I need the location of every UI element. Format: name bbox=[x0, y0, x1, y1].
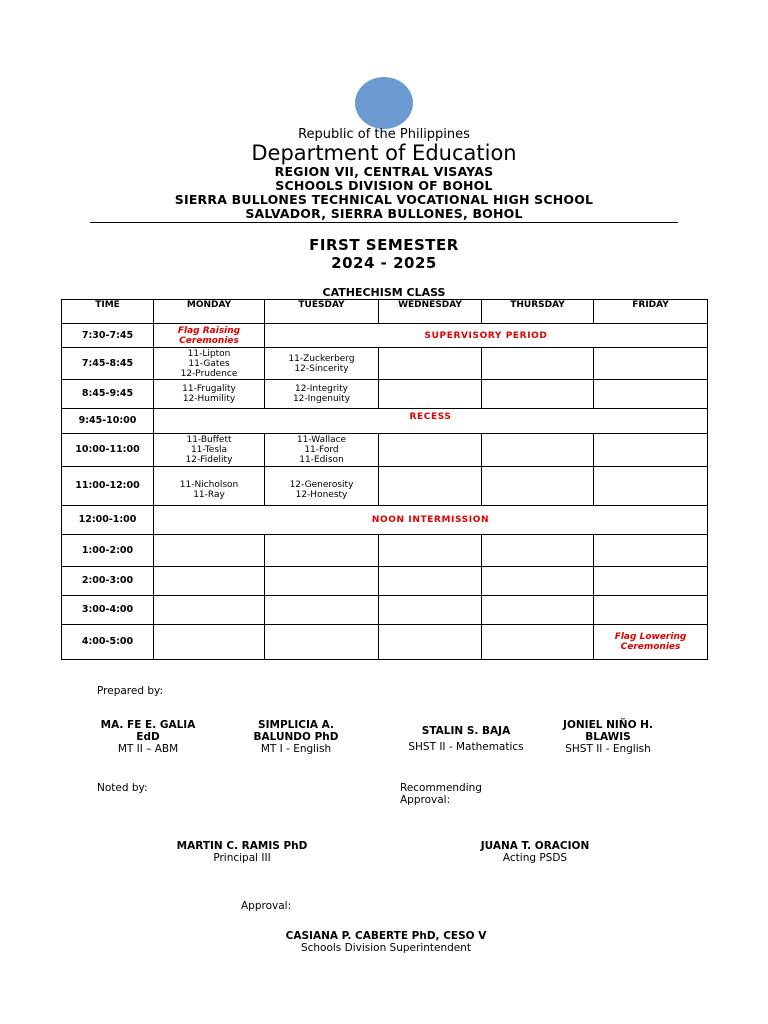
section-entry: 12-Sincerity bbox=[294, 363, 349, 374]
time-cell: 7:45-8:45 bbox=[62, 348, 154, 380]
signatory-name: MARTIN C. RAMIS PhD bbox=[176, 840, 308, 852]
signatory-oracion bbox=[455, 840, 615, 864]
table-row bbox=[62, 567, 708, 596]
wednesday-cell bbox=[379, 348, 482, 380]
section-entry: 11-Edison bbox=[299, 455, 344, 465]
wednesday-cell bbox=[379, 567, 482, 596]
time-cell: 9:45-10:00 bbox=[62, 409, 154, 434]
signatory-blawis bbox=[548, 719, 668, 755]
table-row bbox=[62, 506, 708, 535]
schedule-table bbox=[61, 299, 708, 660]
time-cell: 1:00-2:00 bbox=[62, 535, 154, 567]
table-row bbox=[62, 434, 708, 467]
header-divider bbox=[90, 222, 678, 223]
signatory-name: JUANA T. ORACION bbox=[480, 840, 590, 852]
wednesday-cell bbox=[379, 596, 482, 625]
signatory-balundo bbox=[240, 719, 352, 755]
thursday-cell bbox=[482, 380, 594, 409]
deped-seal bbox=[355, 77, 413, 129]
signatory-name: MA. FE E. GALIA bbox=[100, 719, 196, 731]
friday-cell bbox=[594, 434, 708, 467]
time-cell: 3:00-4:00 bbox=[62, 596, 154, 625]
tuesday-cell bbox=[265, 625, 379, 660]
table-row bbox=[62, 535, 708, 567]
tuesday-cell bbox=[265, 434, 379, 467]
flag-lowering-line: Flag Lowering bbox=[614, 632, 687, 642]
signatory-position: Schools Division Superintendent bbox=[300, 942, 472, 954]
prepared-by-label: Prepared by: bbox=[97, 685, 163, 697]
section-entry: 12-Generosity bbox=[289, 480, 354, 490]
time-cell: 2:00-3:00 bbox=[62, 567, 154, 596]
signatory-name: JONIEL NIÑO H. bbox=[563, 719, 653, 731]
recommending-approval-label bbox=[400, 782, 482, 806]
flag-raising-line: Ceremonies bbox=[179, 335, 239, 346]
time-cell: 8:45-9:45 bbox=[62, 380, 154, 409]
monday-cell bbox=[154, 535, 265, 567]
col-header-time: TIME bbox=[62, 300, 154, 324]
tuesday-cell bbox=[265, 535, 379, 567]
monday-cell bbox=[154, 380, 265, 409]
noted-by-label: Noted by: bbox=[97, 782, 148, 794]
section-entry: 12-Ingenuity bbox=[292, 394, 351, 404]
semester-title: FIRST SEMESTER bbox=[309, 236, 459, 254]
time-cell: 12:00-1:00 bbox=[62, 506, 154, 535]
signatory-position: Principal III bbox=[213, 852, 271, 864]
approval-label: Approval: bbox=[241, 900, 292, 912]
school-heading: SIERRA BULLONES TECHNICAL VOCATIONAL HIGH SCHOOL bbox=[174, 192, 594, 207]
section-entry: 11-Zuckerberg bbox=[288, 353, 355, 364]
thursday-cell bbox=[482, 596, 594, 625]
tuesday-cell bbox=[265, 596, 379, 625]
monday-cell bbox=[154, 348, 265, 380]
table-row bbox=[62, 409, 708, 434]
noon-intermission-cell: NOON INTERMISSION bbox=[154, 506, 708, 535]
tuesday-cell bbox=[265, 567, 379, 596]
tuesday-cell bbox=[265, 467, 379, 506]
section-entry: 11-Ford bbox=[304, 445, 339, 455]
address-heading: SALVADOR, SIERRA BULLONES, BOHOL bbox=[245, 206, 523, 221]
section-entry: 11-Gates bbox=[188, 358, 230, 369]
section-entry: 12-Honesty bbox=[295, 490, 348, 500]
department-heading: Department of Education bbox=[251, 141, 517, 165]
section-entry: 11-Nicholson bbox=[179, 480, 239, 490]
friday-cell bbox=[594, 567, 708, 596]
recess-cell: RECESS bbox=[154, 409, 708, 434]
signatory-name: BLAWIS bbox=[585, 731, 631, 743]
col-header-friday: FRIDAY bbox=[594, 300, 708, 324]
time-cell: 11:00-12:00 bbox=[62, 467, 154, 506]
wednesday-cell bbox=[379, 434, 482, 467]
table-row bbox=[62, 348, 708, 380]
signatory-position: SHST II - English bbox=[565, 743, 651, 755]
time-cell: 10:00-11:00 bbox=[62, 434, 154, 467]
table-header-row bbox=[62, 300, 708, 324]
signatory-name: SIMPLICIA A. bbox=[258, 719, 334, 731]
section-entry: 11-Lipton bbox=[187, 348, 231, 359]
friday-cell bbox=[594, 348, 708, 380]
section-entry: 12-Fidelity bbox=[185, 455, 233, 465]
signatory-position: SHST II - Mathematics bbox=[408, 741, 524, 753]
table-row bbox=[62, 324, 708, 348]
col-header-thursday: THURSDAY bbox=[482, 300, 594, 324]
region-heading: REGION VII, CENTRAL VISAYAS bbox=[274, 164, 494, 179]
signatory-ramis bbox=[152, 840, 332, 864]
recommending-label-line: Approval: bbox=[400, 794, 451, 806]
recommending-label-line: Recommending bbox=[400, 782, 482, 794]
thursday-cell bbox=[482, 348, 594, 380]
division-heading: SCHOOLS DIVISION OF BOHOL bbox=[275, 178, 493, 193]
signatory-galia bbox=[88, 719, 208, 755]
thursday-cell bbox=[482, 434, 594, 467]
signatory-position: Acting PSDS bbox=[502, 852, 568, 864]
supervisory-period-cell: SUPERVISORY PERIOD bbox=[265, 324, 708, 348]
friday-cell bbox=[594, 625, 708, 660]
friday-cell bbox=[594, 535, 708, 567]
table-row bbox=[62, 625, 708, 660]
monday-cell bbox=[154, 467, 265, 506]
col-header-tuesday: TUESDAY bbox=[265, 300, 379, 324]
monday-cell bbox=[154, 567, 265, 596]
signatory-position: MT II – ABM bbox=[117, 743, 179, 755]
republic-heading: Republic of the Philippines bbox=[298, 127, 470, 142]
monday-cell bbox=[154, 434, 265, 467]
school-year: 2024 - 2025 bbox=[331, 254, 437, 272]
signatory-baja bbox=[396, 725, 536, 753]
signatory-position: MT I - English bbox=[260, 743, 332, 755]
tuesday-cell bbox=[265, 348, 379, 380]
time-cell: 4:00-5:00 bbox=[62, 625, 154, 660]
thursday-cell bbox=[482, 467, 594, 506]
col-header-wednesday: WEDNESDAY bbox=[379, 300, 482, 324]
wednesday-cell bbox=[379, 380, 482, 409]
monday-cell bbox=[154, 596, 265, 625]
section-entry: 11-Ray bbox=[193, 490, 225, 500]
signatory-name: CASIANA P. CABERTE PhD, CESO V bbox=[285, 930, 487, 942]
table-row bbox=[62, 596, 708, 625]
flag-raising-line: Flag Raising bbox=[177, 325, 241, 336]
signatory-name: STALIN S. BAJA bbox=[421, 725, 511, 737]
table-row bbox=[62, 467, 708, 506]
section-entry: 12-Integrity bbox=[295, 384, 348, 394]
section-entry: 12-Prudence bbox=[180, 368, 238, 379]
section-entry: 11-Tesla bbox=[190, 445, 228, 455]
thursday-cell bbox=[482, 535, 594, 567]
col-header-monday: MONDAY bbox=[154, 300, 265, 324]
table-row bbox=[62, 380, 708, 409]
section-entry: 11-Frugality bbox=[182, 384, 236, 394]
monday-cell bbox=[154, 324, 265, 348]
signatory-caberte bbox=[236, 930, 536, 954]
friday-cell bbox=[594, 596, 708, 625]
time-cell: 7:30-7:45 bbox=[62, 324, 154, 348]
thursday-cell bbox=[482, 567, 594, 596]
wednesday-cell bbox=[379, 467, 482, 506]
class-title: CATHECHISM CLASS bbox=[322, 286, 446, 299]
friday-cell bbox=[594, 467, 708, 506]
thursday-cell bbox=[482, 625, 594, 660]
tuesday-cell bbox=[265, 380, 379, 409]
section-entry: 12-Humility bbox=[182, 394, 236, 404]
signatory-name: EdD bbox=[136, 731, 160, 743]
flag-lowering-line: Ceremonies bbox=[620, 642, 681, 652]
signatory-name: BALUNDO PhD bbox=[253, 731, 339, 743]
friday-cell bbox=[594, 380, 708, 409]
wednesday-cell bbox=[379, 625, 482, 660]
section-entry: 11-Wallace bbox=[296, 435, 347, 445]
monday-cell bbox=[154, 625, 265, 660]
section-entry: 11-Buffett bbox=[186, 435, 232, 445]
wednesday-cell bbox=[379, 535, 482, 567]
